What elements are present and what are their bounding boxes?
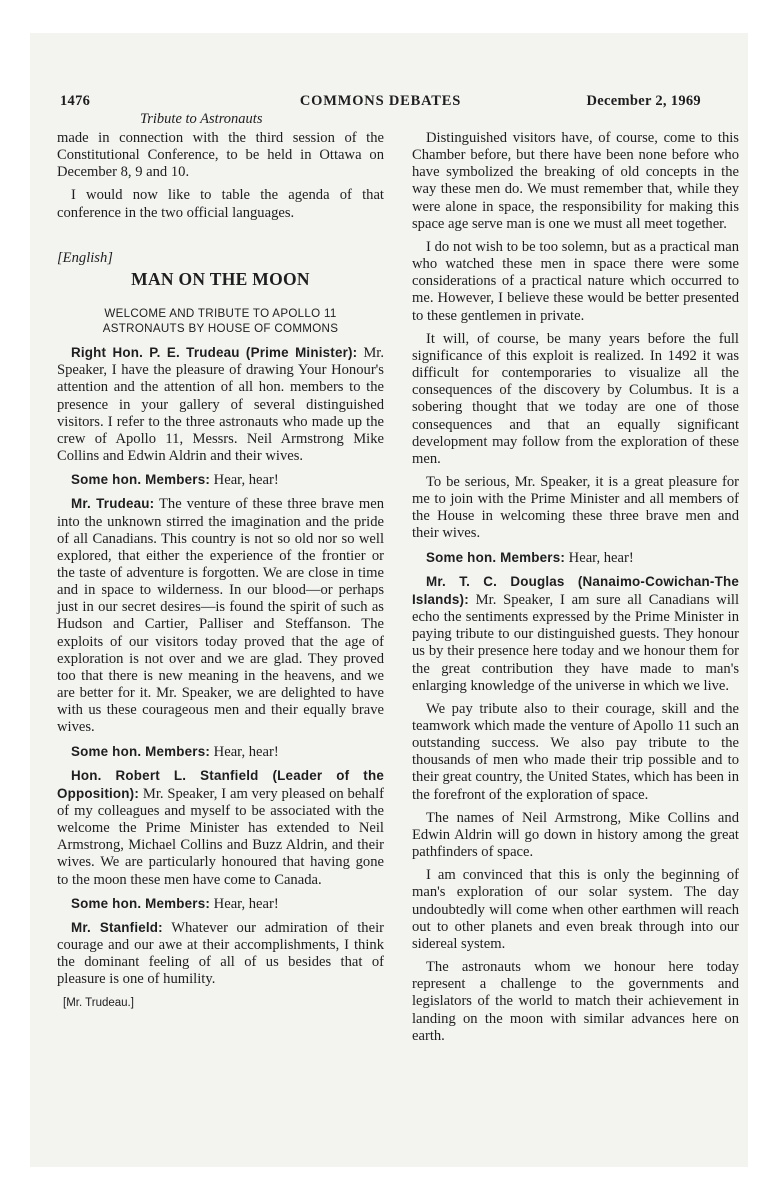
subheading-line: WELCOME AND TRIBUTE TO APOLLO 11 xyxy=(104,307,337,321)
page-header xyxy=(60,93,701,113)
running-subhead: Tribute to Astronauts xyxy=(140,111,263,127)
speaker-name: Hon. Robert L. Stanfield (Leader of the Opposition): xyxy=(57,767,384,801)
language-marker: [English] xyxy=(57,249,113,266)
paragraph: To be serious, Mr. Speaker, it is a great pleasure for me to join with the Prime Minister and all members of the House in welcoming these three brave men and their wives. xyxy=(412,473,739,542)
paragraph: The names of Neil Armstrong, Mike Collins and Edwin Aldrin will go down in history among the great pathfinders of space. xyxy=(412,809,739,861)
left-column xyxy=(57,130,384,1012)
speaker-name: Mr. Stanfield: xyxy=(71,919,163,935)
speech-text: Whatever our admiration of their courage and our awe at their accomplishments, I think the dominant feeling of all of us besides that of pleasure is one of humility. xyxy=(57,919,384,988)
speech-text: Hear, hear! xyxy=(210,472,279,489)
subheading-line: ASTRONAUTS BY HOUSE OF COMMONS xyxy=(102,322,339,336)
speech-text: Hear, hear! xyxy=(210,895,279,912)
speech xyxy=(57,767,384,889)
speaker-name: Some hon. Members: xyxy=(71,743,211,759)
speech-text: Mr. Speaker, I have the pleasure of drawing Your Honour's attention and the attention of all hon. members to the presence in your gallery of several distinguished visitors. I refer to the three astronauts who made up the crew of Apollo 11, Messrs. Neil Armstrong Mike Collins and Edwin Aldrin and their wives. xyxy=(57,345,384,465)
speaker-name: Mr. T. C. Douglas (Nanaimo-Cowichan-The Islands): xyxy=(412,573,739,607)
speech-text: Mr. Speaker, I am very pleased on behalf of my colleagues and myself to be associated with the welcome the Prime Minister has extended to Neil Armstrong, Michael Collins and Buzz Aldrin, and their wives. We are particularly honoured that having gone to the moon these men have come to Canada. xyxy=(57,785,384,888)
speech xyxy=(57,743,384,761)
paragraph: It will, of course, be many years before the full significance of this exploit is realized. In 1492 it was difficult for contemporaries to visualize all the consequences of the discovery by Columbus. It is a sobering thought that we today are one of those consequences and that an equally significant development may follow from the exploration of these men. xyxy=(412,330,739,467)
page-date: December 2, 1969 xyxy=(586,93,701,109)
paragraph: I am convinced that this is only the beginning of man's exploration of our solar system. The day undoubtedly will come when other earthmen will reach out to other planets and even break through into our sidereal system. xyxy=(412,867,739,952)
right-column xyxy=(412,130,739,1051)
speaker-name: Mr. Trudeau: xyxy=(71,496,155,512)
publication-title: COMMONS DEBATES xyxy=(299,93,462,109)
speech xyxy=(57,471,384,489)
speech-text: The venture of these three brave men into the unknown stirred the imagination and the pride of all Canadians. This country is not so old nor so well explored, that either the experience of the frontier or the taste of adventure is forgotten. We are close in time and in space to wilderness. In our blood—or perhaps just in our secret desires—is found the spirit of such as Hudson and Cartier, Palliser and Steffanson. The exploits of our visitors today proved that the age of exploration is not over and we are glad. They proved too that there is new meaning in the heavens, and we are better for it. Mr. Speaker, we are delighted to have with us these courageous men and their equally brave wives. xyxy=(57,496,384,736)
speaker-name: Some hon. Members: xyxy=(71,895,211,911)
paragraph: The astronauts whom we honour here today represent a challenge to the governments and legislators of the world to match their achievement in landing on the moon with similar advances here on earth. xyxy=(412,959,739,1044)
speech-text: Mr. Speaker, I am sure all Canadians will echo the sentiments expressed by the Prime Minister in paying tribute to our distinguished guests. They honour us by their presence here today and we honour them for the great contribution they have made to man's enlarging knowledge of the universe in which we live. xyxy=(412,591,739,694)
paragraph: We pay tribute also to their courage, skill and the teamwork which made the venture of Apollo 11 such an outstanding success. We also pay tribute to the thousands of men who made their trip possible and to their great country, the United States, which has been in the forefront of the exploration of space. xyxy=(412,700,739,803)
speech xyxy=(412,573,739,695)
speaker-name: Right Hon. P. E. Trudeau (Prime Minister): xyxy=(71,345,358,361)
speech xyxy=(57,895,384,913)
speech xyxy=(57,495,384,736)
page-number: 1476 xyxy=(60,93,91,109)
speech xyxy=(57,919,384,989)
speech-text: Hear, hear! xyxy=(565,549,634,566)
speaker-footnote: [Mr. Trudeau.] xyxy=(63,996,134,1009)
speaker-name: Some hon. Members: xyxy=(426,549,566,565)
speech xyxy=(57,344,384,465)
section-heading: MAN ON THE MOON xyxy=(131,268,310,289)
speech-text: Hear, hear! xyxy=(210,743,279,760)
section-subheading xyxy=(57,306,384,336)
paragraph: I would now like to table the agenda of that conference in the two official languages. xyxy=(57,187,384,221)
paragraph: I do not wish to be too solemn, but as a practical man who watched these men in space there were some considerations of a practical nature which occurred to me. However, I believe these would be better presented to these gentlemen in private. xyxy=(412,238,739,324)
paragraph: Distinguished visitors have, of course, come to this Chamber before, but there have been none before who have symbolized the breaking of old concepts in the way these men do. We must remember that, while they were alone in space, the responsibility for making this space age serve man is one we must all meet together. xyxy=(412,130,739,232)
paragraph: made in connection with the third session of the Constitutional Conference, to be held in Ottawa on December 8, 9 and 10. xyxy=(57,130,384,181)
speaker-name: Some hon. Members: xyxy=(71,472,211,488)
speech xyxy=(412,549,739,567)
